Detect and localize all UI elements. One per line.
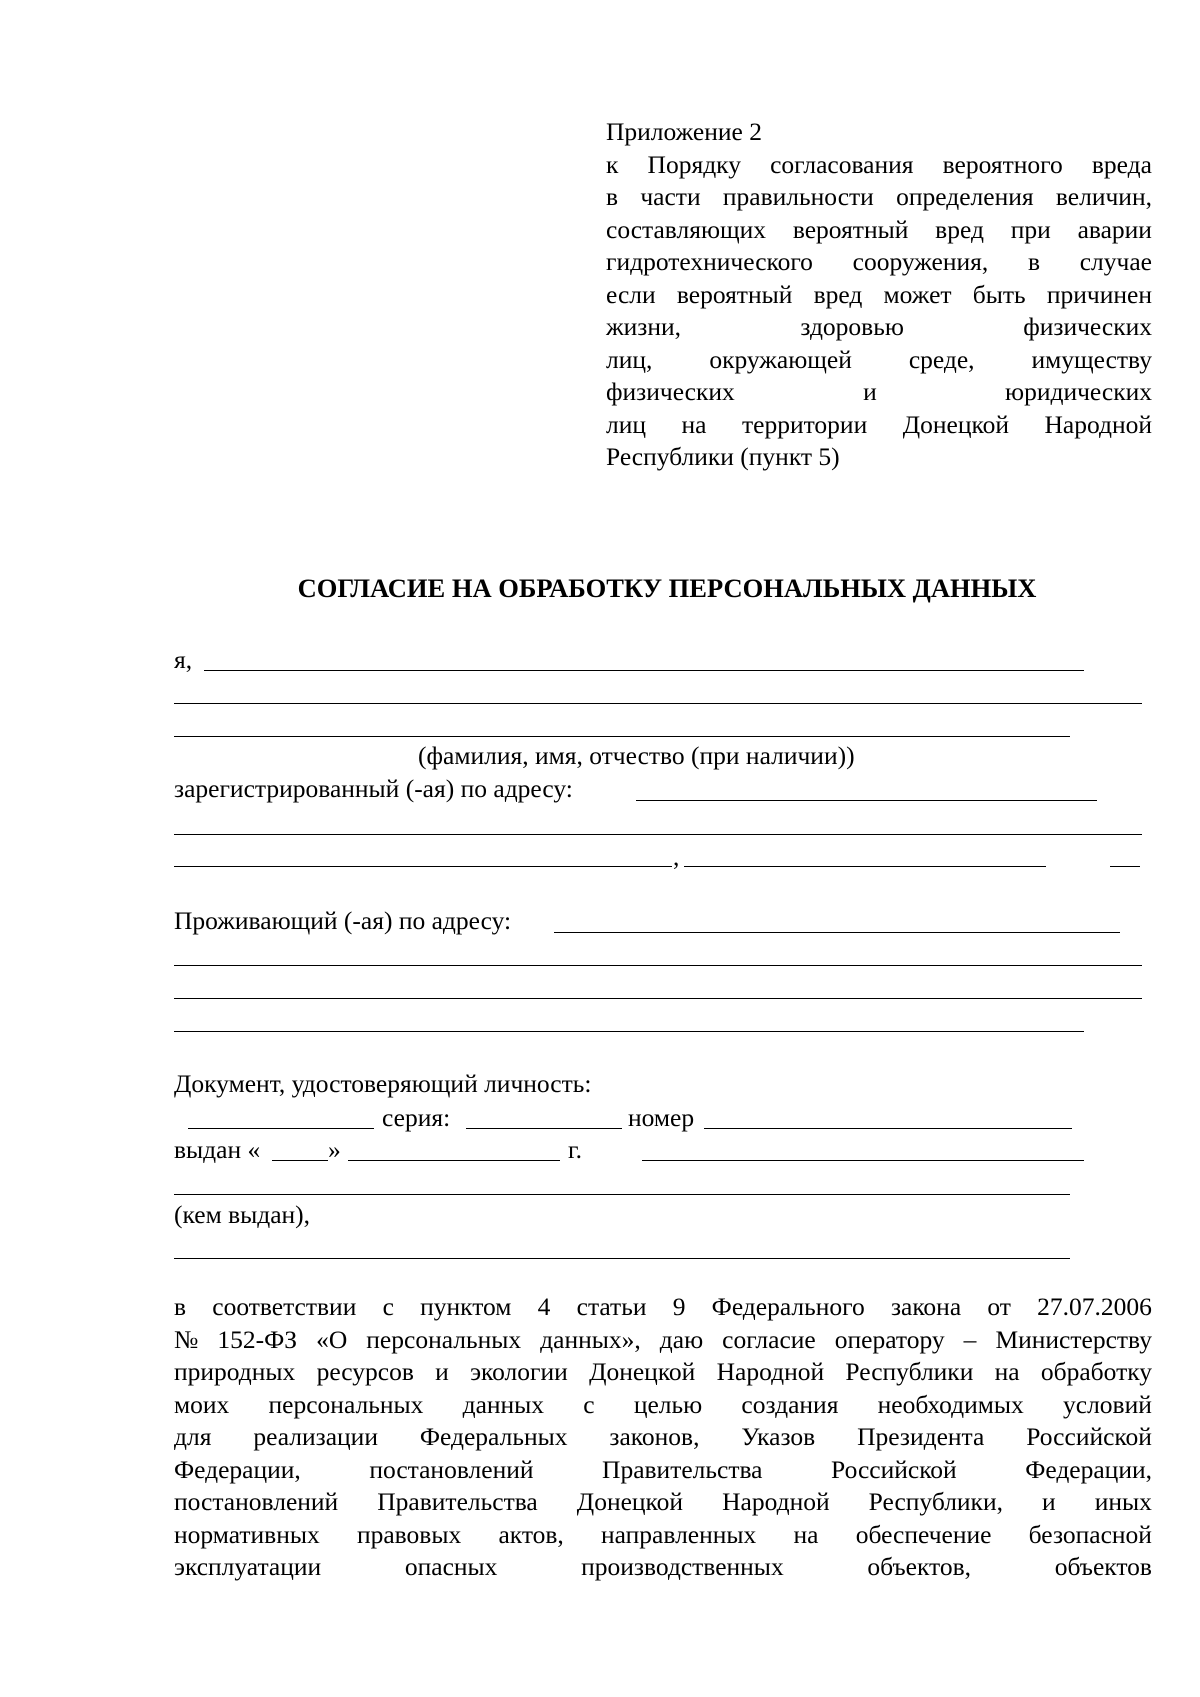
consent-word: от: [987, 1292, 1011, 1321]
annex-line: [606, 344, 1152, 377]
consent-word: 152-ФЗ: [217, 1324, 298, 1354]
consent-word: актов,: [498, 1519, 564, 1549]
consent-word: безопасной: [1028, 1519, 1152, 1549]
annex-line: [606, 311, 1152, 344]
consent-word: Правительства: [602, 1454, 763, 1484]
consent-line: [174, 1486, 1152, 1519]
consent-line: [174, 1291, 1152, 1324]
number-label: номер: [628, 1103, 695, 1132]
consent-word: для: [174, 1422, 212, 1451]
annex-header: [606, 116, 1152, 474]
consent-word: направленных: [601, 1519, 757, 1549]
consent-word: постановлений: [174, 1487, 339, 1516]
consent-line: [174, 1551, 1152, 1584]
annex-word: части: [640, 182, 701, 211]
consent-word: и: [1042, 1487, 1056, 1516]
consent-word: объектов: [1054, 1552, 1152, 1581]
consent-word: иных: [1094, 1487, 1152, 1516]
annex-line: Республики (пункт 5): [606, 442, 840, 471]
consent-word: –: [963, 1324, 977, 1354]
annex-line: [606, 149, 1152, 182]
annex-word: быть: [972, 279, 1026, 309]
registered-address-field-4[interactable]: [684, 866, 1046, 867]
consent-paragraph: [174, 1291, 1152, 1584]
consent-word: Федерации,: [174, 1454, 301, 1484]
annex-word: физических: [1023, 312, 1152, 341]
consent-word: и: [435, 1357, 449, 1386]
consent-word: Федеральных: [419, 1422, 568, 1451]
issued-label: выдан «: [174, 1135, 261, 1164]
registered-address-field-5[interactable]: [1110, 866, 1140, 867]
annex-line: [606, 409, 1152, 442]
annex-word: к: [606, 149, 619, 179]
consent-line: [174, 1519, 1152, 1552]
consent-line: [174, 1356, 1152, 1389]
annex-line: [606, 246, 1152, 279]
consent-word: постановлений: [369, 1454, 534, 1484]
registered-address-comma: ,: [673, 842, 680, 871]
consent-word: Федерального: [711, 1292, 865, 1321]
registered-address-field-3[interactable]: [174, 866, 672, 867]
annex-word: физических: [606, 377, 735, 406]
annex-word: правильности: [722, 182, 874, 211]
consent-line: [174, 1454, 1152, 1487]
consent-word: Российской: [831, 1454, 957, 1484]
annex-word: вреда: [1091, 149, 1152, 179]
living-address-field-2[interactable]: [174, 965, 1142, 966]
consent-word: Федерации,: [1025, 1454, 1152, 1484]
annex-word: вред: [813, 279, 863, 309]
series-field[interactable]: [466, 1128, 622, 1129]
annex-word: сооружения,: [852, 247, 989, 276]
fio-field-line-3[interactable]: [174, 736, 1070, 737]
identity-document-label: Документ, удостоверяющий личность:: [174, 1069, 592, 1098]
annex-word: Донецкой: [902, 409, 1009, 439]
issue-extra-field[interactable]: [642, 1160, 1084, 1161]
year-suffix: г.: [568, 1135, 582, 1164]
consent-word: моих: [174, 1389, 230, 1419]
living-address-label: Проживающий (-ая) по адресу:: [174, 906, 512, 935]
consent-word: с: [382, 1292, 394, 1321]
consent-word: №: [174, 1324, 199, 1354]
consent-line: [174, 1389, 1152, 1422]
consent-word: на: [994, 1357, 1020, 1386]
annex-line: [606, 181, 1152, 214]
annex-word: гидротехнического: [606, 247, 813, 276]
annex-word: территории: [742, 409, 868, 439]
consent-word: условий: [1063, 1389, 1152, 1419]
issued-by-label: (кем выдан),: [174, 1200, 311, 1229]
annex-word: определения: [896, 182, 1034, 211]
consent-word: реализации: [253, 1422, 378, 1451]
consent-word: пунктом: [420, 1292, 512, 1321]
annex-word: Порядку: [647, 149, 741, 179]
annex-word: вероятный: [792, 214, 909, 244]
annex-word: здоровью: [800, 312, 904, 341]
issue-month-field[interactable]: [348, 1160, 560, 1161]
consent-word: в: [174, 1292, 187, 1321]
consent-word: ресурсов: [316, 1357, 414, 1386]
consent-word: с: [583, 1389, 595, 1419]
annex-word: аварии: [1077, 214, 1152, 244]
consent-word: Российской: [1026, 1422, 1152, 1451]
annex-word: если: [606, 279, 656, 309]
document-type-field[interactable]: [188, 1128, 374, 1129]
consent-word: создания: [741, 1389, 839, 1419]
consent-word: законов,: [609, 1422, 700, 1451]
annex-line: Приложение 2: [606, 117, 762, 146]
annex-word: окружающей: [709, 344, 852, 374]
annex-line: [606, 279, 1152, 312]
consent-word: объектов,: [867, 1552, 972, 1581]
annex-word: может: [883, 279, 952, 309]
registered-address-field-2[interactable]: [174, 834, 1142, 835]
consent-word: Республики,: [868, 1487, 1003, 1516]
consent-word: 27.07.2006: [1037, 1292, 1152, 1321]
annex-line: [606, 376, 1152, 409]
annex-word: вред: [935, 214, 984, 244]
consent-word: Указов: [741, 1422, 816, 1451]
number-field[interactable]: [704, 1128, 1072, 1129]
living-address-field-3[interactable]: [174, 998, 1142, 999]
annex-word: согласования: [770, 149, 914, 179]
consent-word: эксплуатации: [174, 1552, 322, 1581]
consent-line: [174, 1324, 1152, 1357]
consent-word: закона: [890, 1292, 962, 1321]
consent-word: природных: [174, 1357, 296, 1386]
issued-quote-close: »: [328, 1135, 341, 1164]
consent-word: статьи: [576, 1292, 647, 1321]
registered-address-field-1[interactable]: [636, 800, 1097, 801]
consent-word: обработку: [1040, 1357, 1152, 1386]
fio-field-line-1[interactable]: [204, 670, 1084, 671]
annex-word: жизни,: [606, 312, 682, 341]
annex-word: при: [1010, 214, 1051, 244]
consent-word: согласие: [722, 1324, 816, 1354]
annex-word: в: [1027, 247, 1041, 276]
consent-word: персональных: [366, 1324, 522, 1354]
annex-word: Народной: [1044, 409, 1152, 439]
consent-word: Донецкой: [576, 1487, 684, 1516]
annex-line: [606, 214, 1152, 247]
issue-day-field[interactable]: [272, 1160, 328, 1161]
annex-word: вероятного: [942, 149, 1063, 179]
consent-word: экологии: [470, 1357, 568, 1386]
consent-word: обеспечение: [855, 1519, 992, 1549]
consent-word: данных»,: [540, 1324, 641, 1354]
consent-word: Правительства: [377, 1487, 538, 1516]
consent-word: нормативных: [174, 1519, 320, 1549]
consent-word: производственных: [581, 1552, 784, 1581]
consent-word: Народной: [716, 1357, 825, 1386]
series-label: серия:: [382, 1103, 451, 1132]
consent-word: Народной: [722, 1487, 830, 1516]
living-address-field-1[interactable]: [554, 932, 1120, 933]
annex-word: и: [863, 377, 877, 406]
consent-word: 4: [537, 1292, 551, 1321]
issuer-field-2[interactable]: [174, 1258, 1070, 1259]
consent-word: Республики: [845, 1357, 974, 1386]
annex-word: юридических: [1005, 377, 1152, 406]
consent-word: персональных: [268, 1389, 424, 1419]
consent-word: соответствии: [212, 1292, 357, 1321]
annex-word: на: [681, 409, 707, 439]
consent-line: [174, 1421, 1152, 1454]
annex-word: лиц: [606, 409, 647, 439]
consent-word: даю: [659, 1324, 704, 1354]
annex-word: среде,: [908, 344, 975, 374]
consent-word: оператору: [834, 1324, 945, 1354]
consent-word: целью: [633, 1389, 703, 1419]
annex-word: случае: [1079, 247, 1152, 276]
registered-address-label: зарегистрированный (-ая) по адресу:: [174, 774, 573, 803]
issuer-field-1[interactable]: [174, 1194, 1070, 1195]
fio-caption: (фамилия, имя, отчество (при наличии)): [418, 741, 855, 770]
consent-word: на: [793, 1519, 819, 1549]
annex-word: в: [606, 182, 619, 211]
document-title: СОГЛАСИЕ НА ОБРАБОТКУ ПЕРСОНАЛЬНЫХ ДАННЫХ: [297, 573, 1037, 603]
annex-word: величин,: [1055, 182, 1152, 211]
consent-word: необходимых: [877, 1389, 1024, 1419]
fio-field-line-2[interactable]: [174, 703, 1142, 704]
consent-word: «О: [316, 1324, 348, 1354]
consent-word: Министерству: [995, 1324, 1152, 1354]
annex-word: лиц,: [606, 344, 653, 374]
annex-word: составляющих: [606, 214, 767, 244]
consent-word: правовых: [356, 1519, 462, 1549]
consent-word: опасных: [404, 1552, 498, 1581]
consent-word: 9: [672, 1292, 686, 1321]
annex-word: причинен: [1046, 279, 1152, 309]
consent-word: данных: [462, 1389, 545, 1419]
annex-word: вероятный: [676, 279, 793, 309]
living-address-field-4[interactable]: [174, 1031, 1084, 1032]
annex-word: имуществу: [1031, 344, 1152, 374]
i-label: я,: [174, 645, 193, 674]
consent-word: Президента: [857, 1422, 985, 1451]
consent-word: Донецкой: [589, 1357, 696, 1386]
